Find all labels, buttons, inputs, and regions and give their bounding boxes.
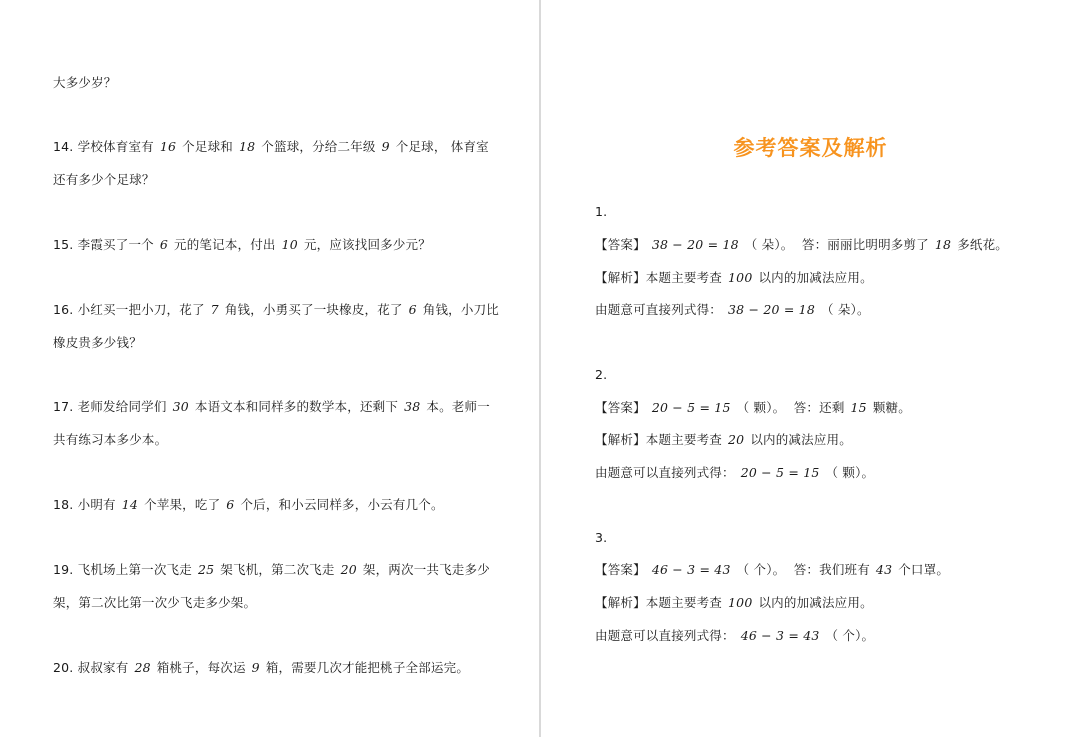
derivation-unit: （ 颗）。 <box>825 465 875 480</box>
q17-line1 <box>53 399 490 415</box>
answer-text-b: 多纸花。 <box>957 237 1009 252</box>
q15-line1 <box>53 237 431 253</box>
answer-number: 18 <box>934 237 952 252</box>
answer-2-answer <box>595 400 911 416</box>
answer-unit: （ 朵）。 <box>744 237 794 252</box>
q18-num-b: 14 <box>121 497 139 512</box>
q18-text-c: 个苹果，吃了 <box>144 497 221 512</box>
derivation-text: 由题意可直接列式得： <box>595 302 723 317</box>
q18-line1 <box>53 497 444 513</box>
right-page <box>541 0 1080 737</box>
q14-text-g: 个足球， 体育室 <box>395 139 489 154</box>
answer-2-number: 2. <box>595 367 608 382</box>
q14-num-b: 16 <box>159 139 177 154</box>
q14-text-c: 个足球和 <box>182 139 233 154</box>
answer-text-a: 答：丽丽比明明多剪了 <box>801 237 929 252</box>
explanation-label: 【解析】本题主要考查 <box>595 432 723 447</box>
q17-text-c: 本语文本和同样多的数学本，还剩下 <box>194 399 399 414</box>
q16-num-b: 7 <box>210 302 219 317</box>
q16-text-c: 角钱，小勇买了一块橡皮，花了 <box>224 302 403 317</box>
answer-equation: 38 − 20 = 18 <box>651 237 739 252</box>
answer-unit: （ 颗）。 <box>736 400 786 415</box>
q17-text-a: 17. 老师发给同学们 <box>53 399 167 414</box>
q19-line2: 架，第二次比第一次少飞走多少架。 <box>53 595 257 610</box>
derivation-equation: 46 − 3 = 43 <box>740 628 820 643</box>
q18-text-e: 个后，和小云同样多，小云有几个。 <box>240 497 444 512</box>
answers-title: 参考答案及解析 <box>733 136 888 160</box>
q16-text-a: 16. 小红买一把小刀，花了 <box>53 302 205 317</box>
explanation-number: 100 <box>728 270 753 285</box>
answer-text-b: 颗糖。 <box>872 400 911 415</box>
derivation-equation: 20 − 5 = 15 <box>740 465 820 480</box>
answer-3-explanation <box>595 595 873 611</box>
answer-label: 【答案】 <box>595 400 646 415</box>
q18-num-d: 6 <box>226 497 235 512</box>
q17-num-b: 30 <box>172 399 189 414</box>
q16-line1 <box>53 302 499 318</box>
answer-3-answer <box>595 562 949 578</box>
answer-label: 【答案】 <box>595 237 646 252</box>
answer-1-explanation <box>595 270 873 286</box>
explanation-label: 【解析】本题主要考查 <box>595 270 723 285</box>
answer-3-number: 3. <box>595 530 608 545</box>
q14-line2: 还有多少个足球？ <box>53 172 155 187</box>
answer-equation: 46 − 3 = 43 <box>651 562 731 577</box>
answer-1-answer <box>595 237 1008 253</box>
q15-text-c: 元的笔记本，付出 <box>174 237 276 252</box>
q15-text-a: 15. 李霞买了一个 <box>53 237 154 252</box>
q14-text-e: 个篮球，分给二年级 <box>261 139 376 154</box>
answer-label: 【答案】 <box>595 562 646 577</box>
q19-text-e: 架，两次一共飞走多少 <box>362 562 490 577</box>
answer-text-a: 答：我们班有 <box>793 562 870 577</box>
answer-1-derivation <box>595 302 870 318</box>
answer-2-explanation <box>595 432 852 448</box>
q16-text-e: 角钱，小刀比 <box>422 302 499 317</box>
q19-text-a: 19. 飞机场上第一次飞走 <box>53 562 192 577</box>
q19-num-b: 25 <box>197 562 215 577</box>
q16-line2: 橡皮贵多少钱？ <box>53 335 142 350</box>
q19-text-c: 架飞机，第二次飞走 <box>220 562 335 577</box>
derivation-unit: （ 个）。 <box>825 628 875 643</box>
explanation-text: 以内的加减法应用。 <box>758 595 873 610</box>
derivation-text: 由题意可以直接列式得： <box>595 628 735 643</box>
left-page <box>0 0 539 737</box>
answer-number: 43 <box>875 562 893 577</box>
q20-num-b: 28 <box>134 660 151 675</box>
q17-text-e: 本。老师一 <box>426 399 490 414</box>
q20-line1 <box>53 660 469 676</box>
answer-1-number: 1. <box>595 204 608 219</box>
answer-text-a: 答：还剩 <box>793 400 845 415</box>
q20-num-d: 9 <box>251 660 260 675</box>
q20-text-e: 箱，需要几次才能把桃子全部运完。 <box>265 660 470 675</box>
explanation-text: 以内的加减法应用。 <box>758 270 873 285</box>
q19-num-d: 20 <box>340 562 357 577</box>
answer-3-derivation <box>595 628 874 644</box>
q20-text-c: 箱桃子，每次运 <box>156 660 246 675</box>
explanation-number: 100 <box>728 595 753 610</box>
q16-num-d: 6 <box>408 302 417 317</box>
answer-number: 15 <box>850 400 867 415</box>
answer-equation: 20 − 5 = 15 <box>651 400 731 415</box>
explanation-number: 20 <box>728 432 745 447</box>
explanation-label: 【解析】本题主要考查 <box>595 595 723 610</box>
answer-2-derivation <box>595 465 874 481</box>
derivation-unit: （ 朵）。 <box>820 302 870 317</box>
q20-text-a: 20. 叔叔家有 <box>53 660 129 675</box>
q17-line2: 共有练习本多少本。 <box>53 432 168 447</box>
q14-text-a: 14. 学校体育室有 <box>53 139 154 154</box>
q14-num-d: 18 <box>238 139 256 154</box>
q14-line1 <box>53 139 489 155</box>
answer-text-b: 个口罩。 <box>898 562 950 577</box>
q18-text-a: 18. 小明有 <box>53 497 116 512</box>
explanation-text: 以内的减法应用。 <box>750 432 852 447</box>
q15-text-e: 元，应该找回多少元？ <box>303 237 431 252</box>
q14-num-f: 9 <box>381 139 390 154</box>
q13-continuation: 大多少岁？ <box>53 75 117 90</box>
q15-num-b: 6 <box>159 237 169 252</box>
answer-unit: （ 个）。 <box>736 562 786 577</box>
q19-line1 <box>53 562 490 578</box>
q17-num-d: 38 <box>404 399 421 414</box>
derivation-equation: 38 − 20 = 18 <box>728 302 815 317</box>
q15-num-d: 10 <box>281 237 298 252</box>
derivation-text: 由题意可以直接列式得： <box>595 465 735 480</box>
